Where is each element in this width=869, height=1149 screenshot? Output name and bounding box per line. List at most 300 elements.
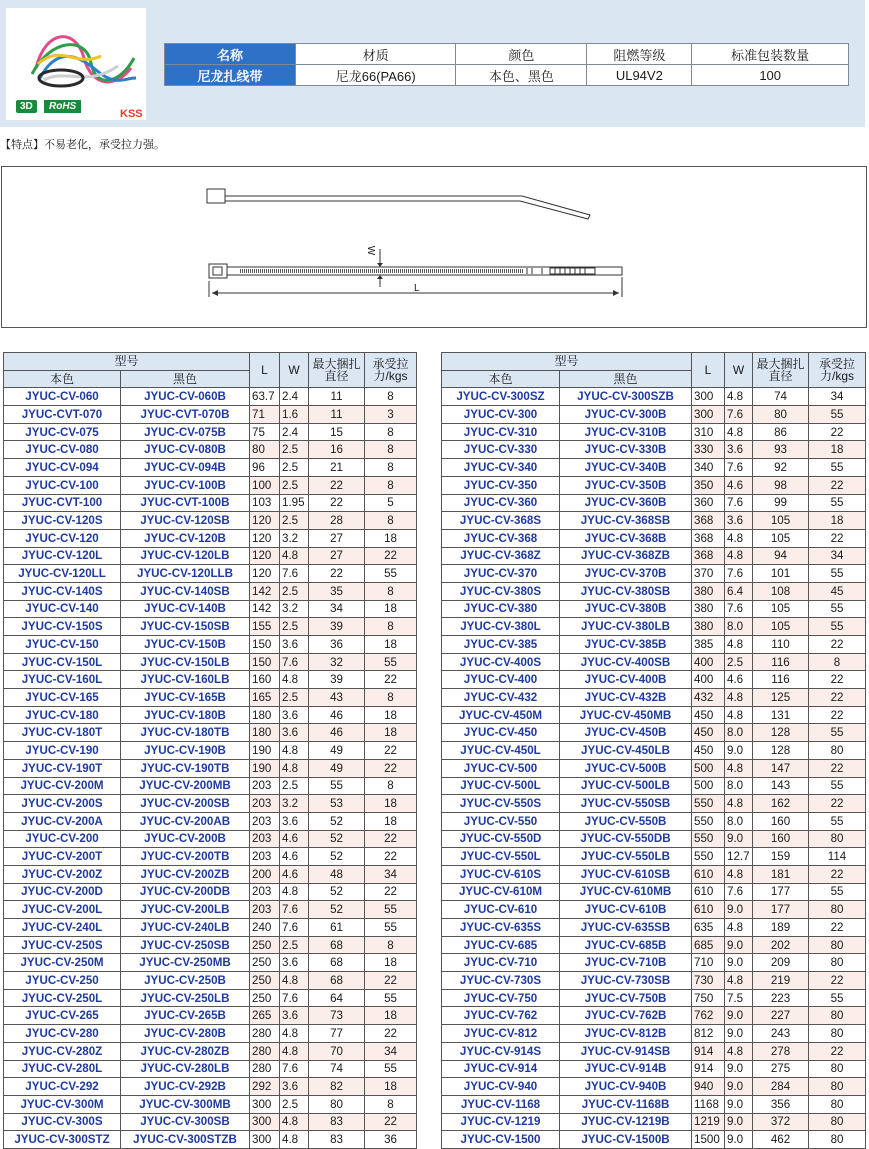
length-cell: 550	[692, 812, 725, 830]
width-cell: 3.6	[280, 1078, 309, 1096]
spec-value-color: 本色、黑色	[456, 65, 587, 86]
table-row	[442, 388, 866, 406]
model-natural: JYUC-CV-160L	[4, 671, 121, 689]
width-cell: 3.2	[280, 529, 309, 547]
table-row	[4, 901, 417, 919]
length-cell: 610	[692, 865, 725, 883]
force-cell: 80	[809, 742, 866, 760]
model-black: JYUC-CV-635SB	[560, 919, 692, 937]
table-row	[4, 671, 417, 689]
diameter-cell: 53	[309, 795, 365, 813]
table-row	[442, 883, 866, 901]
model-black: JYUC-CV-080B	[121, 441, 250, 459]
width-cell: 2.5	[280, 936, 309, 954]
length-cell: 300	[250, 1095, 280, 1113]
model-natural: JYUC-CV-450L	[442, 742, 560, 760]
width-cell: 1.6	[280, 406, 309, 424]
length-cell: 203	[250, 830, 280, 848]
model-black: JYUC-CV-750B	[560, 989, 692, 1007]
model-black: JYUC-CV-180B	[121, 706, 250, 724]
model-natural: JYUC-CV-500	[442, 759, 560, 777]
diameter-cell: 181	[753, 865, 809, 883]
3d-badge: 3D	[16, 100, 37, 113]
table-row	[4, 777, 417, 795]
table-row	[4, 582, 417, 600]
model-black: JYUC-CV-940B	[560, 1078, 692, 1096]
model-natural: JYUC-CV-340	[442, 459, 560, 477]
table-row	[4, 423, 417, 441]
table-row	[4, 1060, 417, 1078]
diameter-cell: 49	[309, 759, 365, 777]
force-cell: 22	[365, 547, 417, 565]
width-cell: 2.5	[280, 476, 309, 494]
diameter-cell: 11	[309, 388, 365, 406]
length-cell: 340	[692, 459, 725, 477]
force-cell: 80	[809, 1078, 866, 1096]
diameter-cell: 34	[309, 600, 365, 618]
diameter-cell: 128	[753, 742, 809, 760]
diameter-cell: 160	[753, 812, 809, 830]
model-black: JYUC-CV-762B	[560, 1007, 692, 1025]
diameter-cell: 70	[309, 1042, 365, 1060]
diameter-cell: 223	[753, 989, 809, 1007]
l-header: L	[250, 353, 280, 388]
model-natural: JYUC-CVT-070	[4, 406, 121, 424]
diameter-cell: 52	[309, 901, 365, 919]
width-cell: 4.6	[280, 848, 309, 866]
table-row	[442, 724, 866, 742]
diameter-cell: 61	[309, 919, 365, 937]
length-cell: 80	[250, 441, 280, 459]
length-cell: 190	[250, 759, 280, 777]
diameter-cell: 46	[309, 706, 365, 724]
diameter-cell: 16	[309, 441, 365, 459]
diameter-cell: 209	[753, 954, 809, 972]
model-black: JYUC-CV-610SB	[560, 865, 692, 883]
length-cell: 1500	[692, 1131, 725, 1149]
model-header: 型号	[4, 353, 250, 371]
diameter-cell: 73	[309, 1007, 365, 1025]
model-black: JYUC-CV-710B	[560, 954, 692, 972]
force-cell: 18	[365, 529, 417, 547]
spec-header-flame: 阻燃等级	[587, 44, 692, 65]
model-natural: JYUC-CV-380L	[442, 618, 560, 636]
model-black: JYUC-CV-160LB	[121, 671, 250, 689]
force-cell: 18	[365, 1007, 417, 1025]
diameter-cell: 202	[753, 936, 809, 954]
diameter-cell: 177	[753, 883, 809, 901]
model-black: JYUC-CV-265B	[121, 1007, 250, 1025]
table-row	[442, 972, 866, 990]
length-cell: 368	[692, 529, 725, 547]
width-cell: 9.0	[725, 1095, 753, 1113]
model-black: JYUC-CV-100B	[121, 476, 250, 494]
table-row	[4, 494, 417, 512]
width-cell: 9.0	[725, 954, 753, 972]
model-natural: JYUC-CV-1219	[442, 1113, 560, 1131]
length-cell: 71	[250, 406, 280, 424]
model-black: JYUC-CV-400SB	[560, 653, 692, 671]
model-black: JYUC-CV-368SB	[560, 512, 692, 530]
model-black: JYUC-CV-400B	[560, 671, 692, 689]
width-cell: 4.8	[280, 972, 309, 990]
model-header: 型号	[442, 353, 692, 371]
force-cell: 34	[365, 865, 417, 883]
table-row	[442, 547, 866, 565]
width-cell: 2.5	[280, 582, 309, 600]
force-cell: 55	[809, 618, 866, 636]
model-natural: JYUC-CV-100	[4, 476, 121, 494]
table-row	[4, 1007, 417, 1025]
model-black: JYUC-CV-250MB	[121, 954, 250, 972]
width-cell: 12.7	[725, 848, 753, 866]
model-black: JYUC-CV-240LB	[121, 919, 250, 937]
model-black: JYUC-CV-200ZB	[121, 865, 250, 883]
spec-header-pack: 标准包装数量	[692, 44, 849, 65]
model-natural: JYUC-CV-150L	[4, 653, 121, 671]
model-black: JYUC-CV-180TB	[121, 724, 250, 742]
table-row	[4, 600, 417, 618]
model-natural: JYUC-CV-180T	[4, 724, 121, 742]
width-cell: 2.5	[280, 512, 309, 530]
table-row	[442, 848, 866, 866]
length-cell: 368	[692, 547, 725, 565]
diameter-cell: 82	[309, 1078, 365, 1096]
model-black: JYUC-CV-200LB	[121, 901, 250, 919]
table-row	[442, 830, 866, 848]
width-cell: 9.0	[725, 901, 753, 919]
length-cell: 380	[692, 618, 725, 636]
length-cell: 150	[250, 653, 280, 671]
length-cell: 310	[692, 423, 725, 441]
width-cell: 7.6	[725, 600, 753, 618]
model-natural: JYUC-CV-150S	[4, 618, 121, 636]
diameter-cell: 219	[753, 972, 809, 990]
length-cell: 450	[692, 742, 725, 760]
force-cell: 22	[365, 742, 417, 760]
length-cell: 368	[692, 512, 725, 530]
table-row	[442, 706, 866, 724]
width-cell: 3.2	[280, 795, 309, 813]
model-black: JYUC-CV-140SB	[121, 582, 250, 600]
width-cell: 4.8	[725, 865, 753, 883]
force-cell: 8	[365, 388, 417, 406]
force-cell: 18	[365, 812, 417, 830]
width-cell: 9.0	[725, 830, 753, 848]
table-row	[4, 565, 417, 583]
diameter-cell: 243	[753, 1025, 809, 1043]
force-cell: 55	[365, 565, 417, 583]
model-natural: JYUC-CV-550L	[442, 848, 560, 866]
diameter-cell: 159	[753, 848, 809, 866]
model-natural: JYUC-CV-380S	[442, 582, 560, 600]
diameter-cell: 74	[309, 1060, 365, 1078]
width-cell: 2.5	[280, 689, 309, 707]
width-cell: 9.0	[725, 1025, 753, 1043]
spec-header-name: 名称	[165, 44, 296, 65]
table-row	[442, 636, 866, 654]
diameter-cell: 105	[753, 600, 809, 618]
width-cell: 8.0	[725, 777, 753, 795]
diameter-cell: 162	[753, 795, 809, 813]
model-black: JYUC-CV-280B	[121, 1025, 250, 1043]
model-black: JYUC-CV-190B	[121, 742, 250, 760]
force-cell: 55	[809, 989, 866, 1007]
table-row	[442, 441, 866, 459]
width-cell: 4.8	[725, 547, 753, 565]
length-cell: 142	[250, 600, 280, 618]
table-row	[4, 989, 417, 1007]
width-cell: 8.0	[725, 724, 753, 742]
length-cell: 203	[250, 848, 280, 866]
diameter-cell: 189	[753, 919, 809, 937]
width-cell: 4.8	[725, 423, 753, 441]
width-cell: 3.6	[280, 812, 309, 830]
width-cell: 3.6	[725, 512, 753, 530]
force-cell: 22	[809, 1042, 866, 1060]
force-cell: 8	[809, 653, 866, 671]
diameter-cell: 52	[309, 883, 365, 901]
model-black: JYUC-CV-300STZB	[121, 1131, 250, 1149]
spec-value-name: 尼龙扎线带	[165, 65, 296, 86]
model-black: JYUC-CV-280ZB	[121, 1042, 250, 1060]
force-cell: 22	[809, 759, 866, 777]
length-cell: 914	[692, 1060, 725, 1078]
diameter-cell: 48	[309, 865, 365, 883]
table-row	[4, 1113, 417, 1131]
force-cell: 22	[809, 671, 866, 689]
width-cell: 4.8	[725, 689, 753, 707]
model-natural: JYUC-CV-1500	[442, 1131, 560, 1149]
width-cell: 7.6	[280, 919, 309, 937]
length-cell: 360	[692, 494, 725, 512]
length-cell: 120	[250, 565, 280, 583]
diameter-cell: 21	[309, 459, 365, 477]
spec-table	[164, 43, 849, 86]
model-black: JYUC-CV-300MB	[121, 1095, 250, 1113]
diameter-cell: 43	[309, 689, 365, 707]
model-natural: JYUC-CV-190	[4, 742, 121, 760]
table-row	[4, 1131, 417, 1149]
model-natural: JYUC-CV-190T	[4, 759, 121, 777]
model-black: JYUC-CV-140B	[121, 600, 250, 618]
length-cell: 250	[250, 954, 280, 972]
diameter-cell: 131	[753, 706, 809, 724]
diameter-cell: 101	[753, 565, 809, 583]
model-natural: JYUC-CV-370	[442, 565, 560, 583]
length-cell: 240	[250, 919, 280, 937]
length-cell: 550	[692, 830, 725, 848]
model-natural: JYUC-CV-1168	[442, 1095, 560, 1113]
table-row	[442, 582, 866, 600]
model-black: JYUC-CV-1168B	[560, 1095, 692, 1113]
table-row	[442, 600, 866, 618]
table-row	[442, 812, 866, 830]
force-cell: 55	[809, 565, 866, 583]
table-row	[4, 848, 417, 866]
length-cell: 103	[250, 494, 280, 512]
length-cell: 730	[692, 972, 725, 990]
model-black: JYUC-CV-190TB	[121, 759, 250, 777]
force-cell: 8	[365, 582, 417, 600]
length-cell: 450	[692, 724, 725, 742]
model-natural: JYUC-CV-685	[442, 936, 560, 954]
width-cell: 3.6	[280, 954, 309, 972]
w-header: W	[280, 353, 309, 388]
length-cell: 940	[692, 1078, 725, 1096]
length-cell: 610	[692, 901, 725, 919]
model-black: JYUC-CV-368B	[560, 529, 692, 547]
table-row	[442, 919, 866, 937]
length-cell: 120	[250, 547, 280, 565]
length-cell: 63.7	[250, 388, 280, 406]
width-cell: 2.5	[280, 1095, 309, 1113]
model-black: JYUC-CV-150B	[121, 636, 250, 654]
width-cell: 4.8	[280, 1025, 309, 1043]
model-natural: JYUC-CV-550D	[442, 830, 560, 848]
table-row	[442, 653, 866, 671]
table-row	[4, 547, 417, 565]
table-row	[442, 565, 866, 583]
force-cell: 22	[809, 529, 866, 547]
force-cell: 55	[809, 406, 866, 424]
force-cell: 18	[809, 512, 866, 530]
model-black: JYUC-CV-368ZB	[560, 547, 692, 565]
model-natural: JYUC-CV-635S	[442, 919, 560, 937]
length-cell: 150	[250, 636, 280, 654]
table-row	[442, 742, 866, 760]
width-cell: 4.8	[725, 795, 753, 813]
model-black: JYUC-CV-550DB	[560, 830, 692, 848]
width-cell: 4.8	[725, 919, 753, 937]
width-cell: 4.8	[280, 547, 309, 565]
table-row	[4, 919, 417, 937]
model-natural: JYUC-CV-812	[442, 1025, 560, 1043]
diameter-cell: 275	[753, 1060, 809, 1078]
width-cell: 2.4	[280, 423, 309, 441]
width-cell: 4.8	[725, 1042, 753, 1060]
force-cell: 8	[365, 618, 417, 636]
diameter-cell: 55	[309, 777, 365, 795]
model-black: JYUC-CV-450MB	[560, 706, 692, 724]
force-cell: 22	[365, 830, 417, 848]
width-cell: 9.0	[725, 1131, 753, 1149]
width-cell: 9.0	[725, 1078, 753, 1096]
length-cell: 762	[692, 1007, 725, 1025]
model-black: JYUC-CV-500LB	[560, 777, 692, 795]
force-cell: 22	[809, 795, 866, 813]
model-black: JYUC-CV-120LB	[121, 547, 250, 565]
model-black: JYUC-CV-500B	[560, 759, 692, 777]
diameter-cell: 227	[753, 1007, 809, 1025]
diameter-cell: 116	[753, 653, 809, 671]
width-cell: 4.8	[725, 529, 753, 547]
force-cell: 55	[809, 812, 866, 830]
model-black: JYUC-CV-610MB	[560, 883, 692, 901]
table-row	[4, 936, 417, 954]
diameter-cell: 93	[753, 441, 809, 459]
table-row	[4, 724, 417, 742]
width-cell: 4.8	[280, 742, 309, 760]
model-black: JYUC-CV-450LB	[560, 742, 692, 760]
length-cell: 180	[250, 724, 280, 742]
model-natural: JYUC-CV-350	[442, 476, 560, 494]
table-row	[442, 865, 866, 883]
force-cell: 22	[809, 423, 866, 441]
diameter-cell: 49	[309, 742, 365, 760]
force-cell: 18	[365, 724, 417, 742]
model-natural: JYUC-CV-060	[4, 388, 121, 406]
diameter-cell: 52	[309, 830, 365, 848]
model-black: JYUC-CV-075B	[121, 423, 250, 441]
force-cell: 22	[809, 636, 866, 654]
force-cell: 18	[365, 600, 417, 618]
diameter-cell: 462	[753, 1131, 809, 1149]
length-cell: 385	[692, 636, 725, 654]
length-cell: 370	[692, 565, 725, 583]
diameter-cell: 356	[753, 1095, 809, 1113]
model-natural: JYUC-CV-080	[4, 441, 121, 459]
table-row	[442, 954, 866, 972]
model-natural: JYUC-CV-200S	[4, 795, 121, 813]
model-natural: JYUC-CV-380	[442, 600, 560, 618]
diameter-cell: 98	[753, 476, 809, 494]
diameter-cell: 147	[753, 759, 809, 777]
length-cell: 100	[250, 476, 280, 494]
force-cell: 80	[809, 1095, 866, 1113]
diameter-cell: 77	[309, 1025, 365, 1043]
diameter-cell: 27	[309, 547, 365, 565]
force-cell: 22	[365, 883, 417, 901]
model-black: JYUC-CV-200TB	[121, 848, 250, 866]
table-row	[442, 459, 866, 477]
width-cell: 4.8	[280, 1042, 309, 1060]
table-row	[4, 706, 417, 724]
table-row	[442, 1078, 866, 1096]
table-row	[4, 954, 417, 972]
force-cell: 22	[365, 759, 417, 777]
natural-color-header: 本色	[4, 370, 121, 388]
force-cell: 80	[809, 901, 866, 919]
force-cell: 55	[365, 989, 417, 1007]
diameter-cell: 80	[753, 406, 809, 424]
force-cell: 8	[365, 512, 417, 530]
model-natural: JYUC-CV-914	[442, 1060, 560, 1078]
width-cell: 7.6	[725, 565, 753, 583]
model-black: JYUC-CV-300SB	[121, 1113, 250, 1131]
force-cell: 55	[365, 1060, 417, 1078]
force-cell: 80	[809, 1025, 866, 1043]
model-black: JYUC-CV-330B	[560, 441, 692, 459]
diameter-cell: 15	[309, 423, 365, 441]
force-cell: 55	[809, 724, 866, 742]
force-cell: 22	[809, 706, 866, 724]
spec-value-material: 尼龙66(PA66)	[296, 65, 456, 86]
diameter-header: 最大捆扎直径	[309, 353, 365, 388]
width-cell: 8.0	[725, 812, 753, 830]
force-cell: 34	[365, 1042, 417, 1060]
model-natural: JYUC-CV-280L	[4, 1060, 121, 1078]
model-black: JYUC-CV-300B	[560, 406, 692, 424]
diameter-cell: 27	[309, 529, 365, 547]
spec-header-color: 颜色	[456, 44, 587, 65]
diameter-cell: 46	[309, 724, 365, 742]
model-natural: JYUC-CV-300M	[4, 1095, 121, 1113]
force-cell: 80	[809, 830, 866, 848]
length-cell: 400	[692, 653, 725, 671]
length-cell: 300	[250, 1113, 280, 1131]
table-row	[4, 865, 417, 883]
